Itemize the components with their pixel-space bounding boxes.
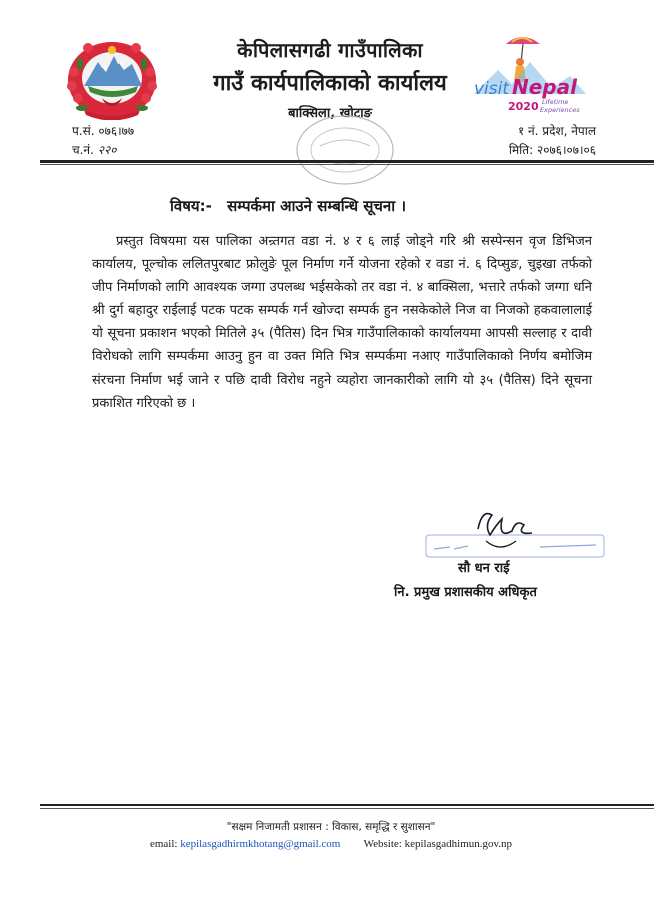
patra-sankhya: प.सं. ०७६।७७ bbox=[72, 124, 135, 138]
email-label: email: bbox=[149, 838, 178, 850]
footer-contact bbox=[0, 838, 662, 850]
office-address: बाक्सिला, खोटाङ bbox=[288, 106, 372, 121]
subject-label: विषय:- bbox=[170, 197, 212, 215]
subject-line bbox=[170, 196, 406, 216]
chalani-number bbox=[72, 141, 134, 160]
municipality-name: केपिलासगढी गाउँपालिका bbox=[237, 38, 423, 62]
letterhead bbox=[160, 36, 500, 121]
footer-divider-thin bbox=[40, 808, 654, 809]
office-name: गाउँ कार्यपालिकाको कार्यालय bbox=[213, 71, 447, 96]
signatory-title: नि. प्रमुख प्रशासकीय अधिकृत bbox=[394, 585, 537, 600]
website-label: Website: bbox=[363, 838, 402, 850]
website-link[interactable]: kepilasgadhimun.gov.np bbox=[404, 838, 513, 850]
svg-text:visit: visit bbox=[474, 79, 510, 99]
svg-text:Experiences: Experiences bbox=[540, 106, 580, 114]
svg-text:Nepal: Nepal bbox=[512, 75, 577, 99]
svg-text:2020: 2020 bbox=[508, 100, 539, 113]
header-divider-thin bbox=[40, 164, 654, 165]
signatory-name: सौ धन राई bbox=[458, 561, 510, 576]
notice-body: प्रस्तुत विषयमा यस पालिका अन्र्तगत वडा नं. ४ र ६ लाई जोड्ने गरि श्री सस्पेन्सन वृज डिभिजन कार्यालय, पूल्चोक ललितपुरबाट फ्रोलुङे पूल निर्माण गर्ने योजना रहेको र वडा नं. ६ दिप्सुङ, चुइखा तर्फको जीप निर्माणको लागि आवश्यक जग्गा उपलब्ध भईसकेको तर वडा नं. ४ बाक्सिला, भत्तारे तर्फको जग्गा धनि श्री दुर्ग बहादुर राईलाई पटक पटक सम्पर्क गर्न खोज्दा सम्पर्क हुन नसकेकोले निज वा निजको हकवालालाई यो सूचना प्रकाशन भएको मितिले ३५ (पैतिस) दिन भित्र गाउँपालिकाको कार्यालयमा आपसी सल्लाह र दावी विरोधको लागि सम्पर्कमा आउनु हुन वा उक्त मिति भित्र सम्पर्कमा नआए गाउँपालिकाको निर्णय बमोजिम संरचना निर्माण भई जाने र पछि दावी विरोध नहुने व्यहोरा जानकारीको लागि यो ३५ (पैतिस) दिने सूचना प्रकाशित गरिएको छ । bbox=[92, 234, 592, 411]
reference-left bbox=[72, 122, 134, 160]
province-line: १ नं. प्रदेश, नेपाल bbox=[517, 124, 596, 138]
date-line: मिति: २०७६।०७।०६ bbox=[508, 143, 596, 157]
subject-text: सम्पर्कमा आउने सम्बन्धि सूचना । bbox=[227, 197, 407, 215]
nepal-emblem-icon bbox=[62, 36, 162, 120]
office-stamp-icon bbox=[290, 110, 400, 188]
signature-stamp-icon bbox=[420, 505, 610, 575]
email-link[interactable]: kepilasgadhirmkhotang@gmail.com bbox=[180, 838, 341, 850]
header-divider bbox=[40, 160, 654, 163]
footer-motto: "सक्षम निजामती प्रशासन : विकास, समृद्धि र सुशासन" bbox=[226, 821, 436, 833]
reference-right bbox=[470, 122, 596, 160]
svg-text:Lifetime: Lifetime bbox=[542, 98, 569, 106]
visit-nepal-2020-logo bbox=[470, 32, 590, 124]
chalani-value: २२० bbox=[97, 143, 117, 157]
chalani-label: च.नं. bbox=[72, 143, 94, 157]
footer-divider bbox=[40, 804, 654, 806]
